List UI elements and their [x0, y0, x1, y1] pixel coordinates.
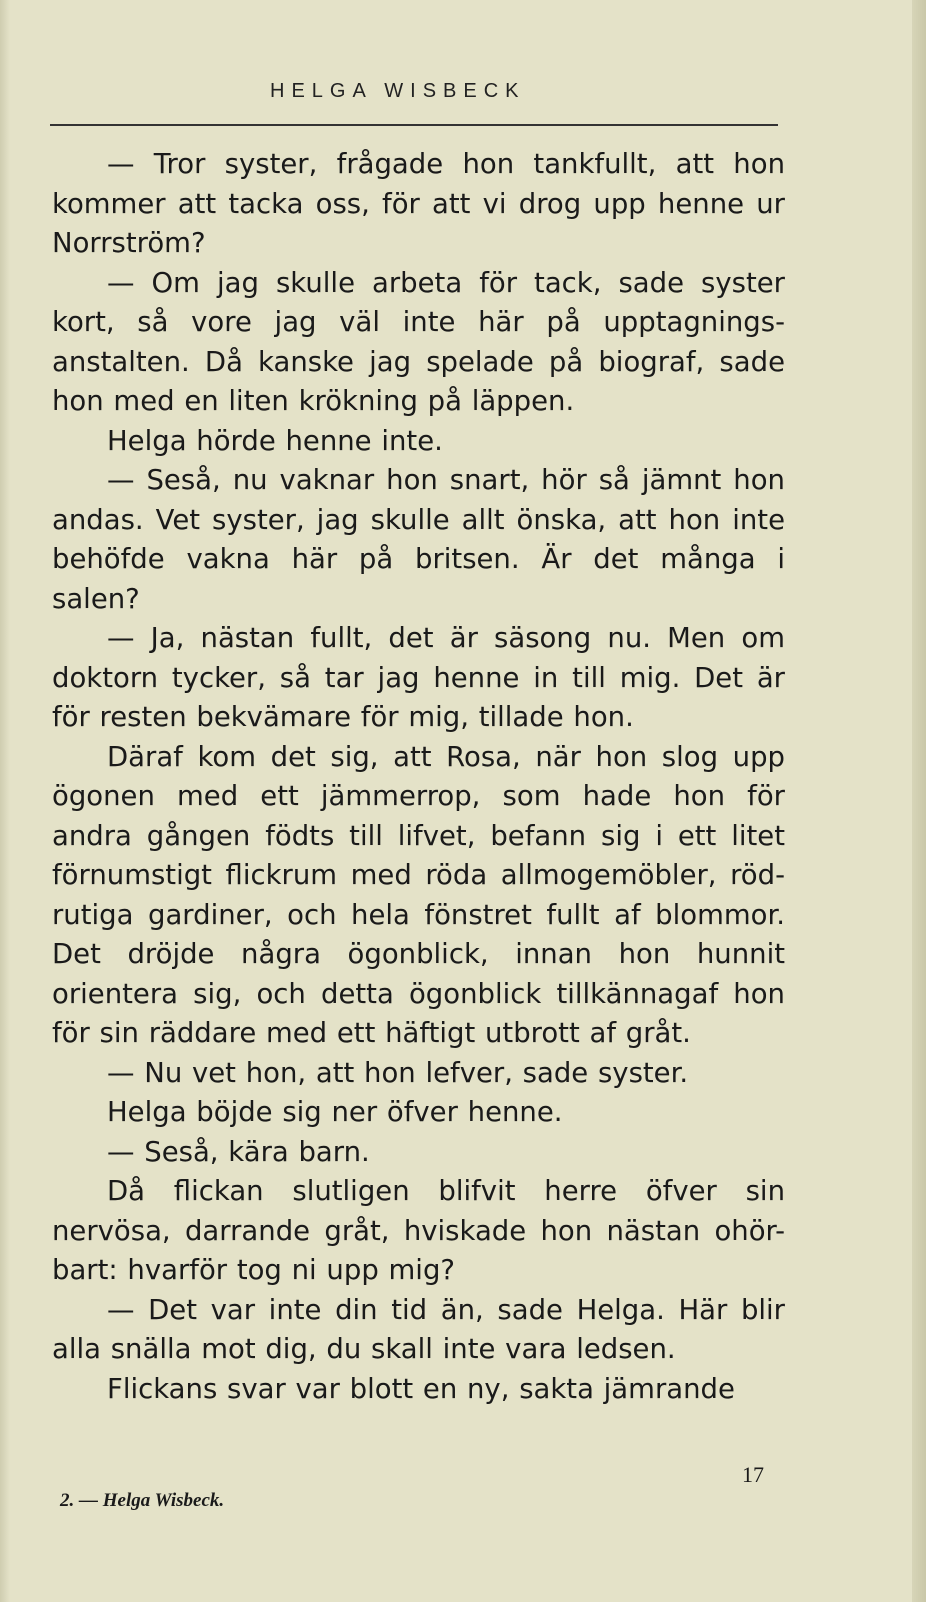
paragraph-6: Däraf kom det sig, att Rosa, när hon slog upp ögonen med ett jämmerrop, som hade hon för andra gången födts till lifvet, befann sig i ett litet förnumstigt flickrum med röda allmogemöbler, röd-rutiga gardiner, och hela fönstret fullt af blommor. Det dröjde några ögonblick, innan hon hunnit orientera sig, och detta ögonblick tillkännagaf hon för sin räddare med ett häftigt utbrott af gråt. — [52, 740, 785, 1049]
signature-mark: 2. — Helga Wisbeck. — [60, 1490, 225, 1511]
running-header: HELGA WISBECK — [270, 80, 526, 102]
paragraph-7: — Nu vet hon, att hon lefver, sade syster. — [107, 1056, 689, 1089]
paragraph-10: Då flickan slutligen blifvit herre öfver sin nervösa, darrande gråt, hviskade hon nästan ohör-bart: hvarför tog ni upp mig? — [52, 1175, 785, 1286]
body-text — [52, 145, 785, 1409]
paragraph-5: — Ja, nästan fullt, det är säsong nu. Men om doktorn tycker, så tar jag henne in till mig. Det är för resten bekvämare för mig, tillade hon. — [52, 622, 785, 733]
header-rule — [50, 124, 778, 126]
paragraph-1: — Tror syster, frågade hon tankfullt, att hon kommer att tacka oss, för att vi drog upp henne ur Norrström? — [52, 148, 785, 259]
paragraph-4: — Seså, nu vaknar hon snart, hör så jämnt hon andas. Vet syster, jag skulle allt önska, att hon inte behöfde vakna här på britsen. Är det många i salen? — [52, 464, 785, 615]
page-edge-right — [912, 0, 926, 1602]
paragraph-12: Flickans svar var blott en ny, sakta jämrande — [107, 1372, 735, 1405]
paragraph-11: — Det var inte din tid än, sade Helga. Här blir alla snälla mot dig, du skall inte vara ledsen. — [52, 1293, 785, 1365]
paragraph-9: — Seså, kära barn. — [107, 1135, 370, 1168]
paragraph-8: Helga böjde sig ner öfver henne. — [107, 1096, 563, 1128]
page-edge-left — [0, 0, 10, 1602]
page-number: 17 — [742, 1462, 764, 1487]
paragraph-3: Helga hörde henne inte. — [107, 424, 443, 457]
paragraph-2: — Om jag skulle arbeta för tack, sade syster kort, så vore jag väl inte här på upptagnings-anstalten. Då kanske jag spelade på biograf, sade hon med en liten krökning på läppen. — [52, 266, 785, 417]
